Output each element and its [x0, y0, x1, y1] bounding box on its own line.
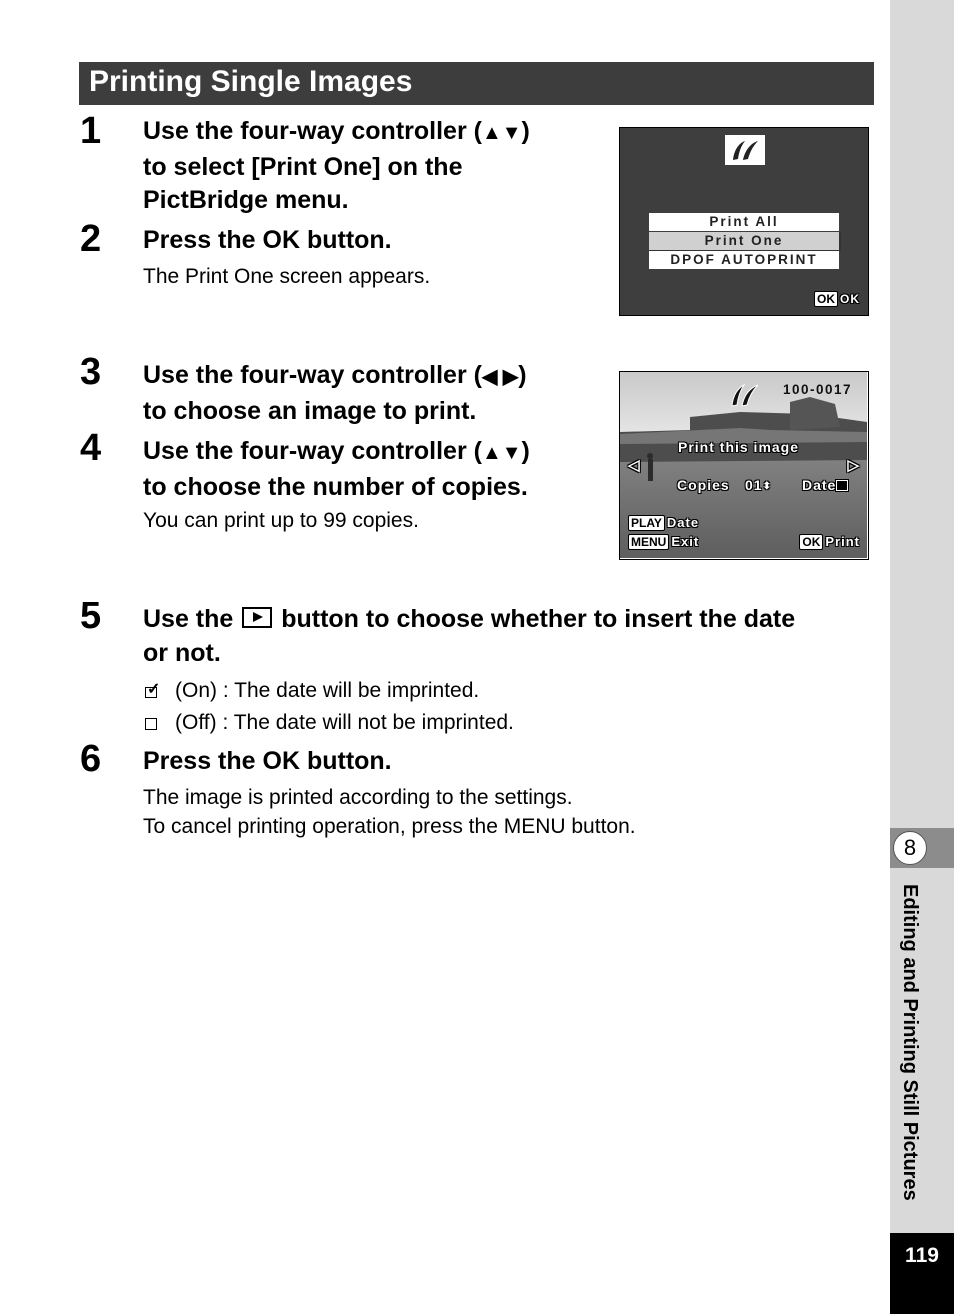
pictbridge-icon [728, 381, 762, 409]
step-6-desc-1: The image is printed according to the settings. [143, 786, 573, 809]
ok-print-label: Print [825, 534, 860, 549]
step-1-number: 1 [80, 110, 102, 152]
step-3-number: 3 [80, 351, 102, 393]
copies-label: Copies [677, 477, 730, 493]
ok-print-hint [799, 534, 860, 550]
pictbridge-icon [725, 135, 765, 165]
step-4-text [143, 435, 603, 504]
menu-item-print-one[interactable]: Print One [649, 232, 841, 251]
date-label: Date [802, 477, 837, 493]
step-4-number: 4 [80, 427, 102, 469]
date-on-text: (On) : The date will be imprinted. [175, 679, 480, 702]
empty-box-icon [145, 718, 157, 730]
print-one-screen [619, 371, 869, 560]
step-2-number: 2 [80, 218, 102, 260]
play-hint-label: Date [666, 515, 700, 530]
step-3-line1b: ) [518, 361, 527, 389]
play-date-hint [628, 515, 699, 531]
copies-value[interactable] [745, 477, 772, 493]
page-number: 119 [890, 1233, 954, 1314]
step-2-text: Press the OK button. [143, 226, 392, 254]
step-1-line2: to select [Print One] on the [143, 152, 463, 181]
step-5-number: 5 [80, 595, 102, 637]
checked-box-icon: ✓ [147, 681, 161, 698]
step-4-line1a: Use the four-way controller ( [143, 437, 482, 465]
menu-item-print-all[interactable]: Print All [649, 213, 839, 231]
step-2-desc: The Print One screen appears. [143, 265, 431, 288]
step-3-line2: to choose an image to print. [143, 396, 477, 425]
ok-tag: OK [799, 534, 823, 550]
print-this-image-prompt: Print this image [678, 439, 800, 455]
date-on-option [145, 676, 479, 705]
step-5-line1a: Use the [143, 605, 234, 633]
step-1-line1b: ) [521, 117, 530, 145]
menu-hint-label: Exit [671, 534, 700, 549]
date-off-option [145, 708, 514, 737]
step-1-line1a: Use the four-way controller ( [143, 117, 482, 145]
playback-button-icon [242, 607, 272, 628]
chapter-number: 8 [893, 831, 927, 865]
ok-hint-label: OK [840, 292, 860, 306]
step-4-line1b: ) [521, 437, 530, 465]
step-5-line2: or not. [143, 638, 221, 667]
date-off-text: (Off) : The date will not be imprinted. [175, 711, 514, 734]
step-6-desc-2: To cancel printing operation, press the MENU button. [143, 815, 636, 838]
ok-hint [814, 291, 860, 307]
up-down-arrows-icon: ▲▼ [481, 442, 522, 464]
menu-item-dpof-autoprint[interactable]: DPOF AUTOPRINT [649, 251, 839, 269]
step-5-text [143, 603, 878, 670]
date-checkbox-icon [836, 480, 848, 491]
left-arrow-icon[interactable]: ◁ [628, 457, 641, 474]
menu-exit-hint [628, 534, 699, 550]
play-tag: PLAY [628, 515, 665, 531]
chapter-title: Editing and Printing Still Pictures [899, 884, 921, 1201]
step-6-text: Press the OK button. [143, 747, 392, 775]
date-option[interactable] [802, 477, 848, 493]
step-5-line1b: button to choose whether to insert the date [281, 605, 796, 633]
up-down-arrows-icon: ▲▼ [481, 122, 522, 144]
up-down-stepper-icon: ⬍ [762, 481, 772, 492]
copies-number: 01 [745, 477, 763, 493]
right-arrow-icon[interactable]: ▷ [847, 457, 860, 474]
step-4-desc: You can print up to 99 copies. [143, 509, 419, 532]
step-1-line3: PictBridge menu. [143, 186, 349, 214]
step-3-text [143, 359, 603, 428]
menu-tag: MENU [628, 534, 669, 550]
ok-tag: OK [814, 291, 838, 307]
step-1-text [143, 115, 603, 218]
pictbridge-menu-screen [619, 127, 869, 316]
page-title: Printing Single Images [79, 62, 874, 105]
left-right-arrows-icon: ◀ ▶ [481, 366, 519, 388]
step-4-line2: to choose the number of copies. [143, 472, 528, 501]
step-3-line1a: Use the four-way controller ( [143, 361, 482, 389]
step-6-number: 6 [80, 738, 102, 780]
file-number: 100-0017 [783, 382, 853, 397]
